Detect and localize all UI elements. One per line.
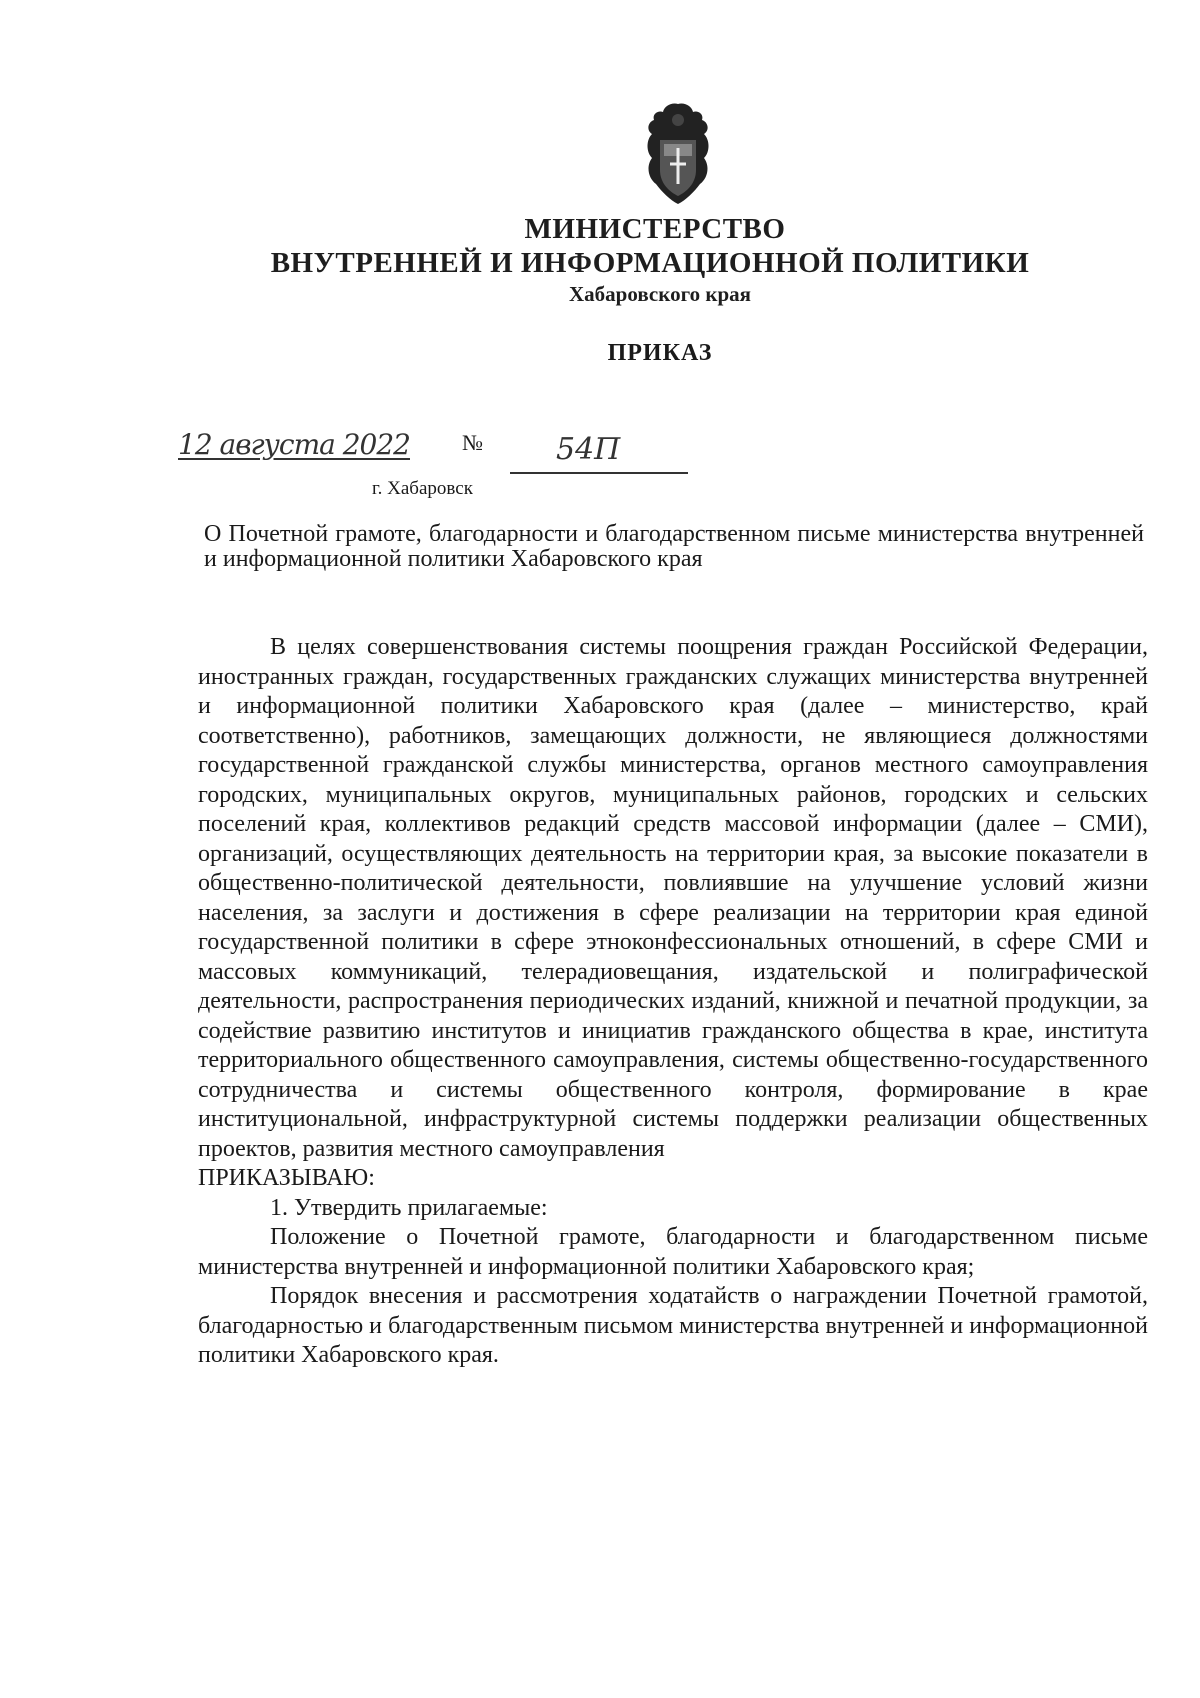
order-keyword: ПРИКАЗЫВАЮ: [198,1165,375,1191]
number-underline [510,472,688,474]
ministry-title-line2: ВНУТРЕННЕЙ И ИНФОРМАЦИОННОЙ ПОЛИТИКИ [270,247,1030,279]
ministry-header [0,212,1200,308]
preamble-paragraph: В целях совершенствования системы поощрения граждан Российской Федерации, иностранных граждан, государственных гражданских служащих министерства внутренней и информационной политики Хабаровского края (далее – министерство, край соответственно), работников, замещающих должности, не являющиеся должностями государственной гражданской службы министерства, органов местного самоуправления городских, муниципальных округов, муниципальных районов, городских и сельских поселений края, коллективов редакций средств массовой информации (далее – СМИ), организаций, осуществляющих деятельность на территории края, за высокие показатели в общественно-политической деятельности, повлиявшие на улучшение условий жизни населения, за заслуги и достижения в сфере реализации на территории края единой государственной политики в сфере этноконфессиональных отношений, в сфере СМИ и массовых коммуникаций, телерадиовещания, издательской и полиграфической деятельности, распространения периодических изданий, книжной и печатной продукции, за содействие развитию институтов и инициатив гражданского общества в крае, института территориального общественного самоуправления, системы общественно-государственного сотрудничества и системы общественного контроля, формирование в крае институциональной, инфраструктурной системы поддержки реализации общественных проектов, развития местного самоуправления [198,634,1148,1162]
number-sign: № [462,430,483,455]
ministry-region: Хабаровского края [569,282,751,306]
order-subject: О Почетной грамоте, благодарности и благодарственном письме министерства внутренней и информационной политики Хабаровского края [204,521,1144,572]
item-1: 1. Утвердить прилагаемые: [270,1194,548,1221]
handwritten-order-number: 54П [556,432,621,467]
item-1-procedure: Порядок внесения и рассмотрения ходатайств о награждении Почетной грамотой, благодарностью и благодарственным письмом министерства внутренней и информационной политики Хабаровского края. [198,1283,1148,1368]
handwritten-date: 12 августа 2022 [178,428,410,461]
document-type-title: ПРИКАЗ [607,340,713,366]
item-1-regulation: Положение о Почетной грамоте, благодарности и благодарственном письме министерства внутренней и информационной политики Хабаровского края; [198,1224,1148,1280]
order-body [198,633,1148,1371]
ministry-title-line1: МИНИСТЕРСТВО [524,213,786,245]
city-label: г. Хабаровск [372,478,473,499]
coat-of-arms-icon [638,100,718,210]
